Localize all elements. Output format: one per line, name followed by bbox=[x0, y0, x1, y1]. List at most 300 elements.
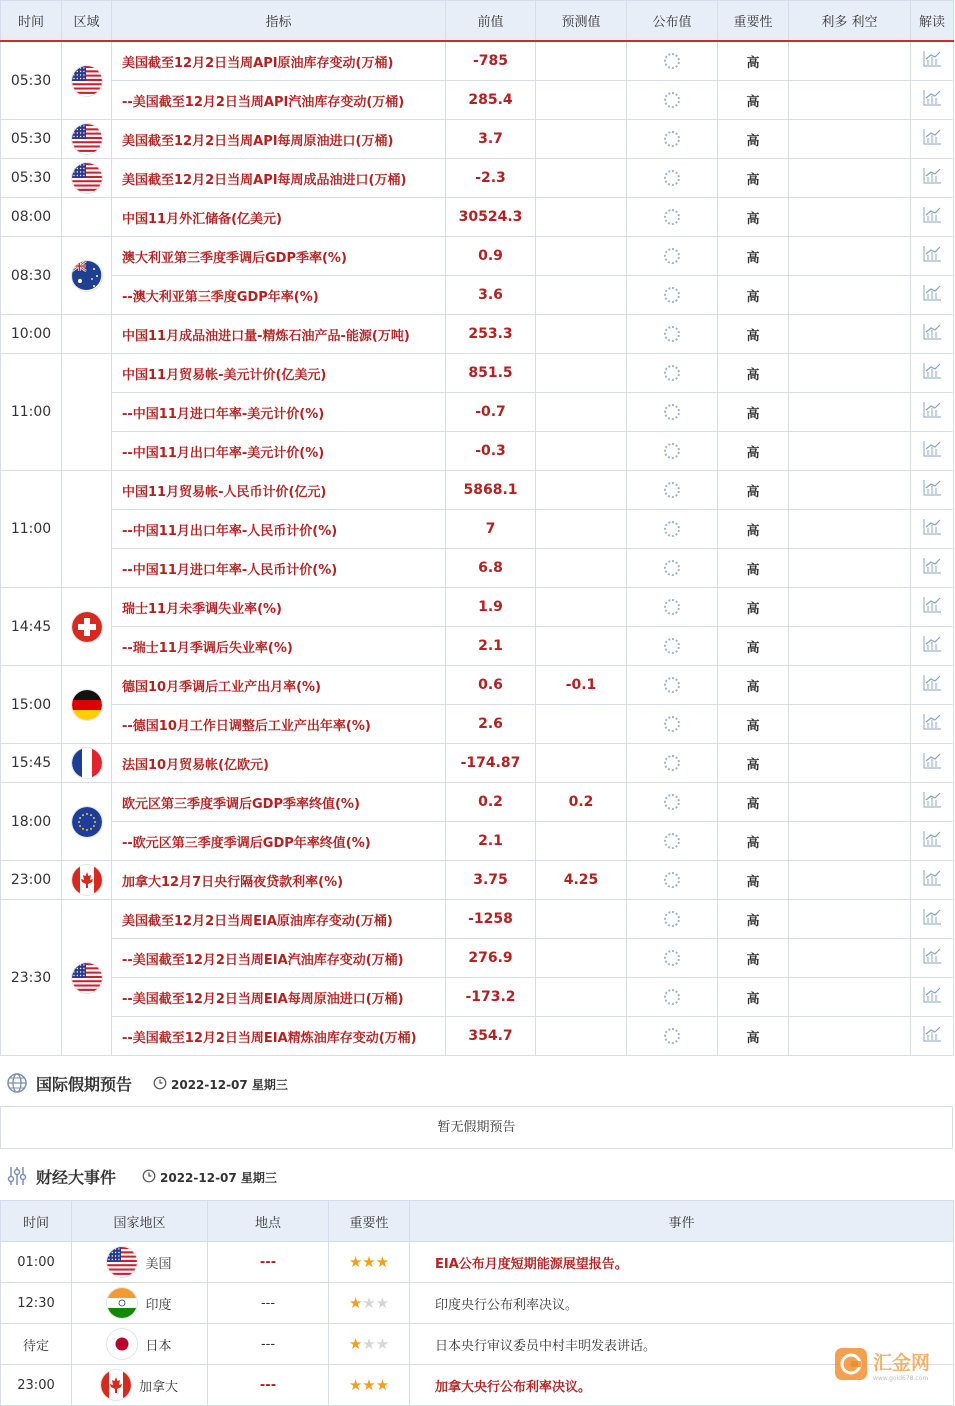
holiday-section-header bbox=[0, 1066, 955, 1100]
indicator-link[interactable]: --美国截至12月2日当周EIA汽油库存变动(万桶) bbox=[112, 939, 446, 978]
forecast-value bbox=[536, 432, 627, 471]
indicator-link[interactable]: 法国10月贸易帐(亿欧元) bbox=[112, 744, 446, 783]
event-time: 14:45 bbox=[1, 588, 62, 666]
financial-events-table bbox=[0, 1200, 954, 1406]
analysis-button[interactable] bbox=[911, 393, 954, 432]
forecast-value bbox=[536, 393, 627, 432]
indicator-link[interactable]: 澳大利亚第三季度季调后GDP季率(%) bbox=[112, 237, 446, 276]
events-col-location: 地点 bbox=[208, 1201, 329, 1242]
calendar-row bbox=[1, 978, 954, 1017]
forecast-value bbox=[536, 705, 627, 744]
analysis-button[interactable] bbox=[911, 81, 954, 120]
loading-spinner-icon bbox=[664, 911, 680, 927]
calendar-row bbox=[1, 666, 954, 705]
forecast-value bbox=[536, 159, 627, 198]
holiday-empty-message: 暂无假期预告 bbox=[0, 1106, 953, 1149]
star-icon: ★ bbox=[362, 1335, 376, 1353]
loading-spinner-icon bbox=[664, 170, 680, 186]
chart-icon bbox=[922, 635, 942, 657]
chart-icon bbox=[922, 596, 942, 618]
actual-value bbox=[627, 432, 718, 471]
calendar-row bbox=[1, 705, 954, 744]
actual-value bbox=[627, 705, 718, 744]
calendar-row bbox=[1, 198, 954, 237]
bull-bear-cell bbox=[789, 783, 911, 822]
chart-icon bbox=[922, 518, 942, 540]
bull-bear-cell bbox=[789, 276, 911, 315]
eu-flag-icon bbox=[72, 807, 102, 837]
country-name: 日本 bbox=[145, 1338, 172, 1354]
forecast-value: 0.2 bbox=[536, 783, 627, 822]
event-time: 05:30 bbox=[1, 120, 62, 159]
calendar-row bbox=[1, 81, 954, 120]
calendar-row bbox=[1, 471, 954, 510]
bull-bear-cell bbox=[789, 549, 911, 588]
bull-bear-cell bbox=[789, 159, 911, 198]
previous-value: 354.7 bbox=[446, 1017, 536, 1056]
bull-bear-cell bbox=[789, 822, 911, 861]
event-time: 18:00 bbox=[1, 783, 62, 861]
event-time: 12:30 bbox=[1, 1283, 72, 1324]
importance-label: 高 bbox=[718, 393, 789, 432]
importance-label: 高 bbox=[718, 744, 789, 783]
event-location: --- bbox=[208, 1283, 329, 1324]
bull-bear-cell bbox=[789, 588, 911, 627]
star-icon: ★ bbox=[375, 1376, 390, 1394]
analysis-button[interactable] bbox=[911, 432, 954, 471]
chart-icon bbox=[922, 791, 942, 813]
loading-spinner-icon bbox=[664, 677, 680, 693]
analysis-button[interactable] bbox=[911, 861, 954, 900]
loading-spinner-icon bbox=[664, 209, 680, 225]
previous-value: -174.87 bbox=[446, 744, 536, 783]
indicator-link[interactable]: --瑞士11月季调后失业率(%) bbox=[112, 627, 446, 666]
event-row bbox=[1, 1242, 954, 1283]
loading-spinner-icon bbox=[664, 560, 680, 576]
fr-flag-icon bbox=[72, 748, 102, 778]
col-importance: 重要性 bbox=[718, 1, 789, 42]
analysis-button[interactable] bbox=[911, 159, 954, 198]
us-flag-icon bbox=[72, 963, 102, 993]
actual-value bbox=[627, 822, 718, 861]
forecast-value bbox=[536, 237, 627, 276]
previous-value: -1258 bbox=[446, 900, 536, 939]
importance-label: 高 bbox=[718, 510, 789, 549]
country-name: 加拿大 bbox=[138, 1379, 178, 1395]
analysis-button[interactable] bbox=[911, 276, 954, 315]
analysis-button[interactable] bbox=[911, 120, 954, 159]
previous-value: 3.7 bbox=[446, 120, 536, 159]
loading-spinner-icon bbox=[664, 248, 680, 264]
event-time: 23:30 bbox=[1, 900, 62, 1056]
previous-value: 7 bbox=[446, 510, 536, 549]
indicator-link[interactable]: --中国11月出口年率-美元计价(%) bbox=[112, 432, 446, 471]
actual-value bbox=[627, 627, 718, 666]
indicator-link[interactable]: --中国11月出口年率-人民币计价(%) bbox=[112, 510, 446, 549]
forecast-value bbox=[536, 198, 627, 237]
analysis-button[interactable] bbox=[911, 588, 954, 627]
chart-icon bbox=[922, 245, 942, 267]
importance-label: 高 bbox=[718, 627, 789, 666]
col-forecast: 预测值 bbox=[536, 1, 627, 42]
indicator-link[interactable]: 美国截至12月2日当周API每周原油进口(万桶) bbox=[112, 120, 446, 159]
actual-value bbox=[627, 666, 718, 705]
chart-icon bbox=[922, 908, 942, 930]
analysis-button[interactable] bbox=[911, 315, 954, 354]
chart-icon bbox=[922, 362, 942, 384]
chart-icon bbox=[922, 947, 942, 969]
events-col-country: 国家地区 bbox=[72, 1201, 208, 1242]
in-flag-icon bbox=[107, 1288, 137, 1318]
events-col-event: 事件 bbox=[410, 1201, 954, 1242]
region-flag bbox=[62, 41, 112, 120]
region-flag bbox=[62, 744, 112, 783]
loading-spinner-icon bbox=[664, 92, 680, 108]
chart-icon bbox=[922, 869, 942, 891]
importance-label: 高 bbox=[718, 588, 789, 627]
star-icon: ★ bbox=[375, 1294, 390, 1312]
actual-value bbox=[627, 159, 718, 198]
indicator-link[interactable]: 美国截至12月2日当周API每周成品油进口(万桶) bbox=[112, 159, 446, 198]
loading-spinner-icon bbox=[664, 287, 680, 303]
bull-bear-cell bbox=[789, 393, 911, 432]
forecast-value bbox=[536, 471, 627, 510]
forecast-value: -0.1 bbox=[536, 666, 627, 705]
holiday-date: 2022-12-07 星期三 bbox=[171, 1078, 288, 1092]
forecast-value bbox=[536, 900, 627, 939]
calendar-row bbox=[1, 393, 954, 432]
analysis-button[interactable] bbox=[911, 627, 954, 666]
previous-value: -2.3 bbox=[446, 159, 536, 198]
analysis-button[interactable] bbox=[911, 237, 954, 276]
calendar-row bbox=[1, 1017, 954, 1056]
star-icon: ★ bbox=[362, 1376, 376, 1394]
clock-icon bbox=[142, 1168, 156, 1187]
loading-spinner-icon bbox=[664, 950, 680, 966]
event-time: 10:00 bbox=[1, 315, 62, 354]
event-country bbox=[72, 1324, 208, 1365]
events-col-importance: 重要性 bbox=[329, 1201, 410, 1242]
actual-value bbox=[627, 744, 718, 783]
analysis-button[interactable] bbox=[911, 978, 954, 1017]
loading-spinner-icon bbox=[664, 443, 680, 459]
importance-label: 高 bbox=[718, 41, 789, 81]
analysis-button[interactable] bbox=[911, 471, 954, 510]
clock-icon bbox=[153, 1075, 167, 1094]
loading-spinner-icon bbox=[664, 638, 680, 654]
importance-label: 高 bbox=[718, 978, 789, 1017]
indicator-link[interactable]: 欧元区第三季度季调后GDP季率终值(%) bbox=[112, 783, 446, 822]
bull-bear-cell bbox=[789, 471, 911, 510]
svg-text:www.gold678.com: www.gold678.com bbox=[873, 1375, 929, 1382]
ca-flag-icon bbox=[101, 1370, 131, 1400]
event-location: --- bbox=[208, 1242, 329, 1283]
forecast-value bbox=[536, 627, 627, 666]
forecast-value bbox=[536, 354, 627, 393]
chart-icon bbox=[922, 206, 942, 228]
previous-value: 0.6 bbox=[446, 666, 536, 705]
actual-value bbox=[627, 588, 718, 627]
bull-bear-cell bbox=[789, 41, 911, 81]
analysis-button[interactable] bbox=[911, 510, 954, 549]
indicator-link[interactable]: 加拿大12月7日央行隔夜贷款利率(%) bbox=[112, 861, 446, 900]
indicator-link[interactable]: 中国11月外汇储备(亿美元) bbox=[112, 198, 446, 237]
event-location: --- bbox=[208, 1365, 329, 1406]
chart-icon bbox=[922, 1025, 942, 1047]
indicator-link[interactable]: 美国截至12月2日当周API原油库存变动(万桶) bbox=[112, 41, 446, 81]
calendar-row bbox=[1, 510, 954, 549]
event-time: 15:45 bbox=[1, 744, 62, 783]
importance-label: 高 bbox=[718, 198, 789, 237]
col-actual: 公布值 bbox=[627, 1, 718, 42]
us-flag-icon bbox=[72, 124, 102, 154]
col-previous: 前值 bbox=[446, 1, 536, 42]
previous-value: -0.7 bbox=[446, 393, 536, 432]
analysis-button[interactable] bbox=[911, 822, 954, 861]
forecast-value bbox=[536, 510, 627, 549]
chart-icon bbox=[922, 284, 942, 306]
event-time: 11:00 bbox=[1, 354, 62, 471]
us-flag-icon bbox=[72, 163, 102, 193]
bull-bear-cell bbox=[789, 1017, 911, 1056]
previous-value: 2.6 bbox=[446, 705, 536, 744]
loading-spinner-icon bbox=[664, 872, 680, 888]
previous-value: 851.5 bbox=[446, 354, 536, 393]
analysis-button[interactable] bbox=[911, 744, 954, 783]
calendar-row bbox=[1, 315, 954, 354]
loading-spinner-icon bbox=[664, 1028, 680, 1044]
indicator-link[interactable]: --欧元区第三季度季调后GDP年率终值(%) bbox=[112, 822, 446, 861]
actual-value bbox=[627, 81, 718, 120]
bull-bear-cell bbox=[789, 237, 911, 276]
indicator-link[interactable]: 瑞士11月未季调失业率(%) bbox=[112, 588, 446, 627]
loading-spinner-icon bbox=[664, 131, 680, 147]
importance-label: 高 bbox=[718, 783, 789, 822]
star-icon: ★ bbox=[348, 1335, 363, 1353]
previous-value: -173.2 bbox=[446, 978, 536, 1017]
chart-icon bbox=[922, 479, 942, 501]
forecast-value bbox=[536, 315, 627, 354]
actual-value bbox=[627, 510, 718, 549]
indicator-link[interactable]: --美国截至12月2日当周EIA精炼油库存变动(万桶) bbox=[112, 1017, 446, 1056]
indicator-link[interactable]: 中国11月成品油进口量-精炼石油产品-能源(万吨) bbox=[112, 315, 446, 354]
calendar-row bbox=[1, 822, 954, 861]
indicator-link[interactable]: 中国11月贸易帐-人民币计价(亿元) bbox=[112, 471, 446, 510]
bull-bear-cell bbox=[789, 198, 911, 237]
forecast-value: 4.25 bbox=[536, 861, 627, 900]
indicator-link[interactable]: --中国11月进口年率-美元计价(%) bbox=[112, 393, 446, 432]
bull-bear-cell bbox=[789, 432, 911, 471]
importance-label: 高 bbox=[718, 1017, 789, 1056]
calendar-row bbox=[1, 900, 954, 939]
loading-spinner-icon bbox=[664, 365, 680, 381]
event-time: 11:00 bbox=[1, 471, 62, 588]
globe-icon bbox=[6, 1072, 28, 1098]
event-description[interactable]: 加拿大央行公布利率决议。 bbox=[410, 1365, 954, 1406]
region-flag bbox=[62, 666, 112, 744]
actual-value bbox=[627, 198, 718, 237]
analysis-button[interactable] bbox=[911, 354, 954, 393]
bull-bear-cell bbox=[789, 120, 911, 159]
bull-bear-cell bbox=[789, 666, 911, 705]
analysis-button[interactable] bbox=[911, 900, 954, 939]
ch-flag-icon bbox=[72, 612, 102, 642]
analysis-button[interactable] bbox=[911, 666, 954, 705]
indicator-link[interactable]: 美国截至12月2日当周EIA原油库存变动(万桶) bbox=[112, 900, 446, 939]
events-date: 2022-12-07 星期三 bbox=[160, 1171, 277, 1185]
region-flag bbox=[62, 198, 112, 237]
actual-value bbox=[627, 900, 718, 939]
indicator-link[interactable]: --中国11月进口年率-人民币计价(%) bbox=[112, 549, 446, 588]
region-flag bbox=[62, 159, 112, 198]
analysis-button[interactable] bbox=[911, 705, 954, 744]
event-description: 印度央行公布利率决议。 bbox=[410, 1283, 954, 1324]
event-description[interactable]: EIA公布月度短期能源展望报告。 bbox=[410, 1242, 954, 1283]
previous-value: 285.4 bbox=[446, 81, 536, 120]
col-analysis: 解读 bbox=[911, 1, 954, 42]
region-flag bbox=[62, 237, 112, 315]
bull-bear-cell bbox=[789, 81, 911, 120]
previous-value: -0.3 bbox=[446, 432, 536, 471]
analysis-button[interactable] bbox=[911, 1017, 954, 1056]
importance-label: 高 bbox=[718, 120, 789, 159]
bull-bear-cell bbox=[789, 315, 911, 354]
bull-bear-cell bbox=[789, 510, 911, 549]
chart-icon bbox=[922, 167, 942, 189]
event-time: 08:00 bbox=[1, 198, 62, 237]
star-icon: ★ bbox=[362, 1253, 376, 1271]
bull-bear-cell bbox=[789, 900, 911, 939]
importance-label: 高 bbox=[718, 237, 789, 276]
previous-value: 30524.3 bbox=[446, 198, 536, 237]
indicator-link[interactable]: --德国10月工作日调整后工业产出年率(%) bbox=[112, 705, 446, 744]
region-flag bbox=[62, 861, 112, 900]
events-title: 财经大事件 bbox=[36, 1168, 117, 1187]
event-importance-stars bbox=[329, 1283, 410, 1324]
previous-value: 1.9 bbox=[446, 588, 536, 627]
actual-value bbox=[627, 471, 718, 510]
col-time: 时间 bbox=[1, 1, 62, 42]
calendar-row bbox=[1, 549, 954, 588]
event-time: 08:30 bbox=[1, 237, 62, 315]
calendar-row bbox=[1, 744, 954, 783]
chart-icon bbox=[922, 752, 942, 774]
col-bull-bear: 利多 利空 bbox=[789, 1, 911, 42]
forecast-value bbox=[536, 549, 627, 588]
analysis-button[interactable] bbox=[911, 198, 954, 237]
loading-spinner-icon bbox=[664, 716, 680, 732]
star-icon: ★ bbox=[348, 1253, 363, 1271]
actual-value bbox=[627, 276, 718, 315]
bull-bear-cell bbox=[789, 939, 911, 978]
previous-value: 3.75 bbox=[446, 861, 536, 900]
indicator-link[interactable]: --美国截至12月2日当周API汽油库存变动(万桶) bbox=[112, 81, 446, 120]
analysis-button[interactable] bbox=[911, 41, 954, 81]
col-indicator: 指标 bbox=[112, 1, 446, 42]
previous-value: 2.1 bbox=[446, 822, 536, 861]
event-row bbox=[1, 1324, 954, 1365]
loading-spinner-icon bbox=[664, 53, 680, 69]
calendar-row bbox=[1, 276, 954, 315]
indicator-link[interactable]: 中国11月贸易帐-美元计价(亿美元) bbox=[112, 354, 446, 393]
country-name: 印度 bbox=[145, 1297, 172, 1313]
loading-spinner-icon bbox=[664, 989, 680, 1005]
star-icon: ★ bbox=[375, 1335, 390, 1353]
calendar-row bbox=[1, 861, 954, 900]
calendar-row bbox=[1, 159, 954, 198]
indicator-link[interactable]: --美国截至12月2日当周EIA每周原油进口(万桶) bbox=[112, 978, 446, 1017]
analysis-button[interactable] bbox=[911, 783, 954, 822]
importance-label: 高 bbox=[718, 276, 789, 315]
indicator-link[interactable]: 德国10月季调后工业产出月率(%) bbox=[112, 666, 446, 705]
event-importance-stars bbox=[329, 1242, 410, 1283]
importance-label: 高 bbox=[718, 159, 789, 198]
importance-label: 高 bbox=[718, 471, 789, 510]
chart-icon bbox=[922, 986, 942, 1008]
importance-label: 高 bbox=[718, 81, 789, 120]
event-row bbox=[1, 1365, 954, 1406]
event-time: 05:30 bbox=[1, 41, 62, 120]
jp-flag-icon bbox=[107, 1329, 137, 1359]
analysis-button[interactable] bbox=[911, 939, 954, 978]
previous-value: 5868.1 bbox=[446, 471, 536, 510]
importance-label: 高 bbox=[718, 861, 789, 900]
forecast-value bbox=[536, 978, 627, 1017]
forecast-value bbox=[536, 1017, 627, 1056]
importance-label: 高 bbox=[718, 354, 789, 393]
region-flag bbox=[62, 588, 112, 666]
previous-value: 2.1 bbox=[446, 627, 536, 666]
gold678-logo bbox=[833, 1344, 953, 1384]
ca-flag-icon bbox=[72, 865, 102, 895]
importance-label: 高 bbox=[718, 939, 789, 978]
previous-value: 0.2 bbox=[446, 783, 536, 822]
analysis-button[interactable] bbox=[911, 549, 954, 588]
calendar-row bbox=[1, 627, 954, 666]
us-flag-icon bbox=[72, 66, 102, 96]
col-region: 区域 bbox=[62, 1, 112, 42]
event-description: 日本央行审议委员中村丰明发表讲话。 bbox=[410, 1324, 954, 1365]
indicator-link[interactable]: --澳大利亚第三季度GDP年率(%) bbox=[112, 276, 446, 315]
event-country bbox=[72, 1242, 208, 1283]
actual-value bbox=[627, 237, 718, 276]
actual-value bbox=[627, 783, 718, 822]
region-flag bbox=[62, 900, 112, 1056]
holiday-title: 国际假期预告 bbox=[36, 1075, 133, 1094]
calendar-row bbox=[1, 41, 954, 81]
actual-value bbox=[627, 393, 718, 432]
events-section-header bbox=[0, 1159, 955, 1193]
previous-value: -785 bbox=[446, 41, 536, 81]
event-importance-stars bbox=[329, 1365, 410, 1406]
loading-spinner-icon bbox=[664, 404, 680, 420]
bull-bear-cell bbox=[789, 861, 911, 900]
event-time: 15:00 bbox=[1, 666, 62, 744]
sliders-icon bbox=[6, 1165, 28, 1191]
actual-value bbox=[627, 861, 718, 900]
chart-icon bbox=[922, 713, 942, 735]
importance-label: 高 bbox=[718, 822, 789, 861]
loading-spinner-icon bbox=[664, 482, 680, 498]
actual-value bbox=[627, 120, 718, 159]
event-time: 05:30 bbox=[1, 159, 62, 198]
bull-bear-cell bbox=[789, 627, 911, 666]
importance-label: 高 bbox=[718, 900, 789, 939]
chart-icon bbox=[922, 557, 942, 579]
forecast-value bbox=[536, 822, 627, 861]
chart-icon bbox=[922, 89, 942, 111]
event-country bbox=[72, 1283, 208, 1324]
